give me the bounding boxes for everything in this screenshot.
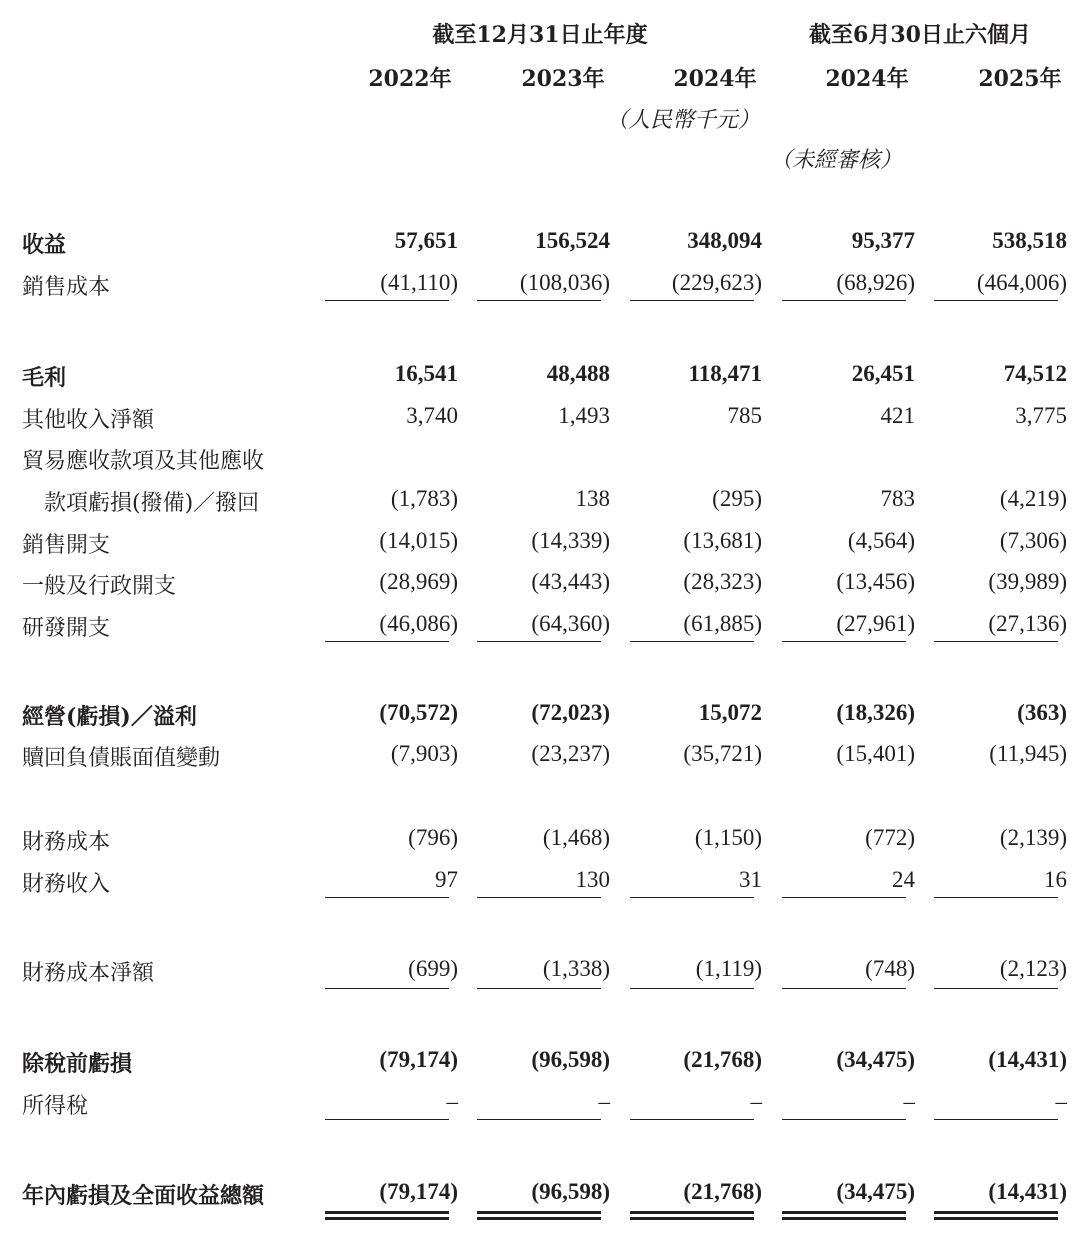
table-cell: (2,139) — [999, 825, 1067, 850]
table-cell: (1,119) — [695, 956, 762, 981]
table-cell: (11,945) — [989, 741, 1067, 766]
table-cell: 3,740 — [406, 403, 458, 428]
row-label: 年內虧損及全面收益總額 — [22, 1183, 265, 1209]
subtotal-rule — [934, 1119, 1058, 1120]
row-label: 財務成本淨額 — [22, 961, 155, 986]
row-label: 所得稅 — [22, 1094, 89, 1119]
table-cell: (15,401) — [836, 741, 915, 766]
subtotal-rule — [630, 1119, 754, 1120]
table-cell: (14,339) — [531, 528, 610, 553]
table-cell: (27,961) — [836, 611, 915, 636]
table-cell: (72,023) — [531, 700, 610, 725]
subtotal-rule — [782, 988, 906, 989]
table-cell: (68,926) — [836, 270, 915, 295]
table-cell: (748) — [865, 956, 915, 981]
table-cell: 26,451 — [851, 361, 915, 386]
subtotal-rule — [325, 897, 449, 898]
table-cell: 16 — [1044, 867, 1067, 892]
table-cell: (46,086) — [379, 611, 458, 636]
subtotal-rule — [477, 300, 601, 301]
row-label: 銷售開支 — [22, 533, 111, 558]
row-label-continued: 款項虧損(撥備)／撥回 — [44, 491, 260, 516]
table-cell: 138 — [575, 486, 610, 511]
table-cell: (21,768) — [683, 1179, 762, 1204]
table-cell: (39,989) — [988, 569, 1067, 594]
table-cell: (96,598) — [531, 1179, 610, 1204]
table-cell: 15,072 — [698, 700, 762, 725]
table-cell: (772) — [865, 825, 915, 850]
row-label: 一般及行政開支 — [22, 574, 177, 599]
total-double-rule — [782, 1211, 906, 1220]
table-cell: (1,783) — [390, 486, 458, 511]
table-cell: (229,623) — [671, 270, 762, 295]
table-cell: (34,475) — [836, 1179, 915, 1204]
subtotal-rule — [934, 988, 1058, 989]
subtotal-rule — [477, 641, 601, 642]
table-cell: (18,326) — [836, 700, 915, 725]
row-label: 其他收入淨額 — [22, 408, 155, 433]
subtotal-rule — [630, 897, 754, 898]
subtotal-rule — [477, 897, 601, 898]
row-label: 贖回負債賬面值變動 — [22, 746, 221, 771]
table-cell: 348,094 — [687, 228, 762, 253]
table-cell: (14,431) — [988, 1047, 1067, 1072]
subtotal-rule — [934, 300, 1058, 301]
table-cell: (41,110) — [380, 270, 458, 295]
table-cell: (28,969) — [379, 569, 458, 594]
table-cell: 118,471 — [688, 361, 762, 386]
subtotal-rule — [782, 897, 906, 898]
table-cell: (2,123) — [999, 956, 1067, 981]
subtotal-rule — [325, 300, 449, 301]
table-cell: 97 — [435, 867, 458, 892]
table-cell: – — [750, 1089, 762, 1114]
subtotal-rule — [325, 988, 449, 989]
table-cell: (4,219) — [999, 486, 1067, 511]
table-cell: (34,475) — [836, 1047, 915, 1072]
table-cell: (96,598) — [531, 1047, 610, 1072]
table-cell: (14,015) — [379, 528, 458, 553]
table-cell: (464,006) — [976, 270, 1067, 295]
table-cell: – — [903, 1089, 915, 1114]
table-cell: (35,721) — [683, 741, 762, 766]
table-cell: 783 — [880, 486, 915, 511]
currency-note: （人民幣千元） — [606, 108, 761, 133]
total-double-rule — [630, 1211, 754, 1220]
row-label: 銷售成本 — [22, 275, 111, 300]
table-cell: (43,443) — [531, 569, 610, 594]
row-label: 收益 — [22, 232, 67, 258]
table-cell: 538,518 — [992, 228, 1067, 253]
year-col-4: 2024年 — [825, 66, 909, 92]
table-cell: 95,377 — [851, 228, 915, 253]
table-cell: (1,338) — [542, 956, 610, 981]
subtotal-rule — [934, 897, 1058, 898]
table-cell: (13,456) — [836, 569, 915, 594]
year-col-3: 2024年 — [673, 66, 757, 92]
table-cell: (363) — [1017, 700, 1067, 725]
table-cell: 48,488 — [546, 361, 610, 386]
table-cell: (699) — [408, 956, 458, 981]
table-cell: (13,681) — [683, 528, 762, 553]
table-cell: (4,564) — [847, 528, 915, 553]
table-cell: 1,493 — [558, 403, 610, 428]
subtotal-rule — [934, 641, 1058, 642]
table-cell: 785 — [727, 403, 762, 428]
header-group-annual: 截至12月31日止年度 — [432, 22, 648, 48]
table-cell: 24 — [892, 867, 915, 892]
total-double-rule — [325, 1211, 449, 1220]
table-cell: – — [598, 1089, 610, 1114]
table-cell: (64,360) — [531, 611, 610, 636]
year-col-2: 2023年 — [521, 66, 605, 92]
table-cell: 74,512 — [1003, 361, 1067, 386]
table-cell: (28,323) — [683, 569, 762, 594]
row-label: 毛利 — [22, 365, 67, 391]
total-double-rule — [934, 1211, 1058, 1220]
table-cell: 31 — [739, 867, 762, 892]
table-cell: (7,903) — [390, 741, 458, 766]
table-cell: 156,524 — [535, 228, 610, 253]
table-cell: (79,174) — [379, 1047, 458, 1072]
year-col-1: 2022年 — [368, 66, 452, 92]
header-group-interim: 截至6月30日止六個月 — [809, 22, 1031, 48]
table-cell: – — [446, 1089, 458, 1114]
table-cell: (1,150) — [694, 825, 762, 850]
subtotal-rule — [782, 300, 906, 301]
subtotal-rule — [782, 1119, 906, 1120]
table-cell: (796) — [408, 825, 458, 850]
subtotal-rule — [782, 641, 906, 642]
unaudited-note: （未經審核） — [770, 148, 903, 173]
table-cell: (23,237) — [531, 741, 610, 766]
table-cell: (1,468) — [542, 825, 610, 850]
table-cell: 57,651 — [394, 228, 458, 253]
row-label: 研發開支 — [22, 616, 111, 641]
row-label: 財務收入 — [22, 872, 111, 897]
subtotal-rule — [325, 1119, 449, 1120]
table-cell: (14,431) — [988, 1179, 1067, 1204]
table-cell: 16,541 — [394, 361, 458, 386]
subtotal-rule — [477, 988, 601, 989]
table-cell: (108,036) — [519, 270, 610, 295]
table-cell: (61,885) — [683, 611, 762, 636]
row-label: 除稅前虧損 — [22, 1051, 133, 1077]
table-cell: (21,768) — [683, 1047, 762, 1072]
row-label: 貿易應收款項及其他應收 — [22, 449, 265, 474]
subtotal-rule — [630, 300, 754, 301]
table-cell: 421 — [880, 403, 915, 428]
table-cell: (27,136) — [988, 611, 1067, 636]
table-cell: (79,174) — [379, 1179, 458, 1204]
subtotal-rule — [630, 641, 754, 642]
row-label: 經營(虧損)／溢利 — [22, 704, 197, 730]
table-cell: 130 — [575, 867, 610, 892]
year-col-5: 2025年 — [978, 66, 1062, 92]
table-cell: 3,775 — [1015, 403, 1067, 428]
table-cell: (295) — [712, 486, 762, 511]
subtotal-rule — [630, 988, 754, 989]
subtotal-rule — [325, 641, 449, 642]
total-double-rule — [477, 1211, 601, 1220]
row-label: 財務成本 — [22, 830, 111, 855]
table-cell: – — [1055, 1089, 1067, 1114]
table-cell: (7,306) — [999, 528, 1067, 553]
subtotal-rule — [477, 1119, 601, 1120]
table-cell: (70,572) — [379, 700, 458, 725]
